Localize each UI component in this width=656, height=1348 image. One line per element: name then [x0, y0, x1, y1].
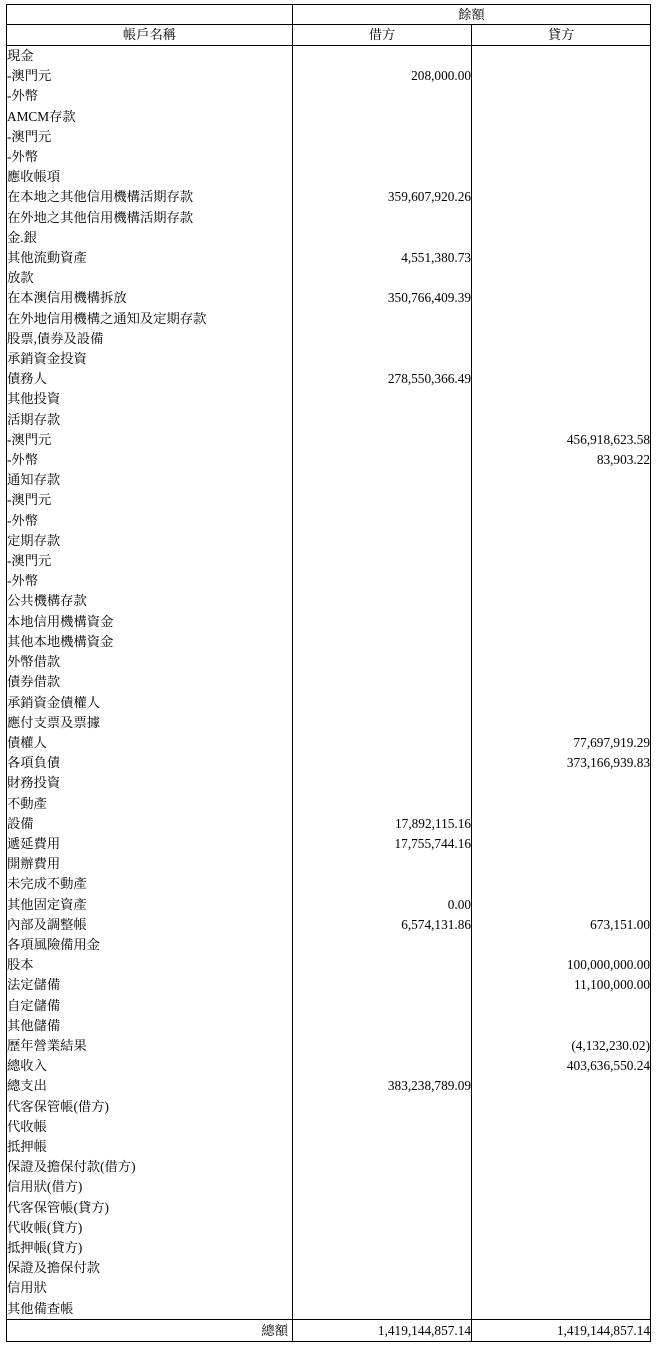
- trial-balance-table: [6, 4, 651, 1342]
- table-row: [7, 773, 651, 793]
- cell-debit: [293, 46, 472, 67]
- cell-account-name: -外幣: [7, 86, 293, 106]
- cell-debit: [293, 1137, 472, 1157]
- cell-credit: [472, 1157, 651, 1177]
- table-row: [7, 86, 651, 106]
- table-row: [7, 571, 651, 591]
- cell-debit: [293, 693, 472, 713]
- cell-account-name: -外幣: [7, 147, 293, 167]
- cell-credit: [472, 612, 651, 632]
- table-row: [7, 975, 651, 995]
- cell-debit: [293, 389, 472, 409]
- cell-credit: [472, 410, 651, 430]
- table-row: [7, 1076, 651, 1096]
- cell-credit: [472, 571, 651, 591]
- cell-debit: [293, 1198, 472, 1218]
- cell-account-name: 債權人: [7, 733, 293, 753]
- cell-credit: [472, 794, 651, 814]
- cell-account-name: -外幣: [7, 571, 293, 591]
- cell-account-name: -外幣: [7, 511, 293, 531]
- cell-credit: [472, 288, 651, 308]
- table-row: [7, 228, 651, 248]
- table-row: [7, 693, 651, 713]
- table-row: [7, 591, 651, 611]
- table-row: [7, 127, 651, 147]
- table-row: [7, 935, 651, 955]
- cell-credit: [472, 531, 651, 551]
- cell-account-name: 金.銀: [7, 228, 293, 248]
- cell-debit: [293, 309, 472, 329]
- cell-account-name: -澳門元: [7, 490, 293, 510]
- cell-credit: [472, 208, 651, 228]
- cell-debit: [293, 410, 472, 430]
- cell-account-name: 代收帳(貸方): [7, 1218, 293, 1238]
- cell-debit: [293, 975, 472, 995]
- cell-debit: [293, 208, 472, 228]
- table-row: [7, 1278, 651, 1298]
- cell-account-name: 其他本地機構資金: [7, 632, 293, 652]
- table-row: [7, 349, 651, 369]
- cell-account-name: 各項風險備用金: [7, 935, 293, 955]
- cell-debit: [293, 349, 472, 369]
- cell-credit: [472, 46, 651, 67]
- cell-debit: [293, 430, 472, 450]
- cell-account-name: 開辦費用: [7, 854, 293, 874]
- cell-credit: [472, 389, 651, 409]
- table-row: [7, 915, 651, 935]
- cell-account-name: 財務投資: [7, 773, 293, 793]
- table-row: [7, 713, 651, 733]
- cell-credit: [472, 834, 651, 854]
- cell-credit: [472, 66, 651, 86]
- table-row: [7, 248, 651, 268]
- cell-account-name: 債券借款: [7, 672, 293, 692]
- cell-debit: [293, 107, 472, 127]
- cell-debit: [293, 490, 472, 510]
- cell-credit: [472, 996, 651, 1016]
- cell-account-name: -澳門元: [7, 127, 293, 147]
- cell-account-name: 在本地之其他信用機構活期存款: [7, 187, 293, 207]
- cell-debit: [293, 1097, 472, 1117]
- cell-debit: [293, 996, 472, 1016]
- table-row: [7, 147, 651, 167]
- cell-credit: [472, 1177, 651, 1197]
- cell-debit: [293, 1258, 472, 1278]
- cell-credit: [472, 248, 651, 268]
- cell-account-name: 抵押帳: [7, 1137, 293, 1157]
- table-header: [7, 5, 651, 46]
- cell-debit: 17,755,744.16: [293, 834, 472, 854]
- cell-credit: 673,151.00: [590, 916, 650, 932]
- cell-credit: [472, 551, 651, 571]
- cell-credit: [472, 167, 651, 187]
- cell-debit: [293, 794, 472, 814]
- table-body: [7, 46, 651, 1320]
- table-row: [7, 66, 651, 86]
- cell-account-name: 法定儲備: [7, 975, 293, 995]
- cell-account-name: 不動產: [7, 794, 293, 814]
- total-credit: 1,419,144,857.14: [472, 1319, 651, 1341]
- cell-credit: [472, 895, 651, 915]
- cell-debit: [293, 1016, 472, 1036]
- cell-credit: [472, 490, 651, 510]
- cell-account-name: 股票,債券及設備: [7, 329, 293, 349]
- cell-debit: [293, 753, 472, 773]
- cell-account-name: 總支出: [7, 1076, 293, 1096]
- cell-account-name: 代客保管帳(貸方): [7, 1198, 293, 1218]
- cell-account-name: 在外地之其他信用機構活期存款: [7, 208, 293, 228]
- cell-credit: [472, 1076, 651, 1096]
- cell-debit: [293, 1238, 472, 1258]
- table-row: [7, 369, 651, 389]
- cell-credit: [472, 693, 651, 713]
- table-row: [7, 1218, 651, 1238]
- cell-debit: [293, 874, 472, 894]
- cell-credit: [472, 369, 651, 389]
- table-row: [7, 1177, 651, 1197]
- table-row: [7, 389, 651, 409]
- cell-credit: [472, 1299, 651, 1320]
- cell-account-name: 各項負債: [7, 753, 293, 773]
- cell-credit: [472, 329, 651, 349]
- cell-credit: [472, 1117, 651, 1137]
- table-row: [7, 410, 651, 430]
- cell-debit: [293, 672, 472, 692]
- table-row: [7, 430, 651, 450]
- cell-debit: [293, 1056, 472, 1076]
- table-row: [7, 672, 651, 692]
- cell-debit: [293, 268, 472, 288]
- table-row: [7, 794, 651, 814]
- cell-debit: 350,766,409.39: [293, 288, 472, 308]
- cell-account-name: -澳門元: [7, 66, 293, 86]
- cell-debit: [293, 86, 472, 106]
- header-account-name: 帳戶名稱: [7, 25, 293, 46]
- table-row: [7, 107, 651, 127]
- table-row: [7, 1036, 651, 1056]
- table-row: [7, 309, 651, 329]
- cell-debit: [293, 127, 472, 147]
- table-row: [7, 733, 651, 753]
- cell-account-name: 設備: [7, 814, 293, 834]
- cell-credit: [472, 511, 651, 531]
- cell-account-name: 活期存款: [7, 410, 293, 430]
- cell-account-name: 其他固定資產: [7, 895, 293, 915]
- cell-credit: [472, 187, 651, 207]
- cell-account-name: 其他儲備: [7, 1016, 293, 1036]
- cell-account-name: 遞延費用: [7, 834, 293, 854]
- table-row: [7, 511, 651, 531]
- cell-credit: [472, 268, 651, 288]
- table-row: [7, 551, 651, 571]
- header-debit: 借方: [293, 25, 472, 46]
- cell-debit: [293, 773, 472, 793]
- table-row: [7, 450, 651, 470]
- table-row: [7, 1299, 651, 1320]
- table-row: [7, 329, 651, 349]
- cell-credit: [472, 672, 651, 692]
- table-row: [7, 955, 651, 975]
- cell-account-name: -澳門元: [7, 430, 293, 450]
- cell-debit: [293, 1117, 472, 1137]
- cell-credit: [472, 1097, 651, 1117]
- cell-account-name: 信用狀: [7, 1278, 293, 1298]
- cell-debit: [293, 955, 472, 975]
- cell-debit: 6,574,131.86: [293, 915, 472, 935]
- cell-debit: 278,550,366.49: [293, 369, 472, 389]
- cell-debit: [293, 591, 472, 611]
- cell-debit: [293, 935, 472, 955]
- cell-account-name: 通知存款: [7, 470, 293, 490]
- cell-credit: [472, 147, 651, 167]
- cell-debit: [293, 612, 472, 632]
- cell-account-name: AMCM存款: [7, 107, 293, 127]
- table-row: [7, 268, 651, 288]
- table-row: [7, 652, 651, 672]
- cell-credit: [472, 470, 651, 490]
- cell-debit: [293, 531, 472, 551]
- cell-credit: [472, 1198, 651, 1218]
- cell-debit: [293, 470, 472, 490]
- table-row: [7, 895, 651, 915]
- table-row: [7, 1056, 651, 1076]
- table-row: [7, 187, 651, 207]
- cell-account-name: 自定儲備: [7, 996, 293, 1016]
- cell-debit: [293, 713, 472, 733]
- cell-debit: 0.00: [293, 895, 472, 915]
- cell-debit: [293, 652, 472, 672]
- cell-debit: 359,607,920.26: [293, 187, 472, 207]
- cell-account-name: 應付支票及票據: [7, 713, 293, 733]
- cell-credit: [472, 814, 651, 834]
- cell-account-name: 總收入: [7, 1056, 293, 1076]
- header-row-group: [7, 5, 651, 25]
- cell-account-name: 未完成不動產: [7, 874, 293, 894]
- cell-account-name: 承銷資金債權人: [7, 693, 293, 713]
- cell-account-name: 保證及擔保付款(借方): [7, 1157, 293, 1177]
- cell-debit: [293, 329, 472, 349]
- cell-credit: [472, 1137, 651, 1157]
- table-row: [7, 1117, 651, 1137]
- cell-credit: [472, 854, 651, 874]
- cell-account-name: 現金: [7, 46, 293, 67]
- table-row: [7, 46, 651, 67]
- table-row: [7, 470, 651, 490]
- total-label: 總額: [7, 1319, 293, 1341]
- cell-credit: [472, 632, 651, 652]
- cell-debit: 383,238,789.09: [293, 1076, 472, 1096]
- cell-credit: [472, 874, 651, 894]
- header-row-columns: [7, 25, 651, 46]
- table-row: [7, 834, 651, 854]
- cell-debit: [293, 147, 472, 167]
- cell-account-name: 內部及調整帳: [7, 915, 293, 935]
- cell-credit: 403,636,550.24: [566, 1058, 650, 1074]
- cell-account-name: 信用狀(借方): [7, 1177, 293, 1197]
- total-row: [7, 1319, 651, 1341]
- table-row: [7, 208, 651, 228]
- cell-account-name: 承銷資金投資: [7, 349, 293, 369]
- cell-credit: [472, 713, 651, 733]
- cell-account-name: -外幣: [7, 450, 293, 470]
- cell-account-name: 放款: [7, 268, 293, 288]
- cell-debit: [293, 632, 472, 652]
- table-row: [7, 1198, 651, 1218]
- cell-account-name: 抵押帳(貸方): [7, 1238, 293, 1258]
- cell-debit: [293, 1036, 472, 1056]
- cell-credit: [472, 349, 651, 369]
- cell-credit: [472, 1238, 651, 1258]
- cell-account-name: 歷年營業結果: [7, 1036, 293, 1056]
- cell-debit: [293, 450, 472, 470]
- cell-account-name: 代客保管帳(借方): [7, 1097, 293, 1117]
- table-footer: [7, 1319, 651, 1341]
- cell-account-name: 外幣借款: [7, 652, 293, 672]
- cell-account-name: -澳門元: [7, 551, 293, 571]
- cell-debit: [293, 733, 472, 753]
- cell-debit: [293, 167, 472, 187]
- cell-account-name: 在外地信用機構之通知及定期存款: [7, 309, 293, 329]
- cell-credit: [472, 107, 651, 127]
- cell-account-name: 在本澳信用機構拆放: [7, 288, 293, 308]
- table-row: [7, 1238, 651, 1258]
- cell-credit: 77,697,919.29: [573, 734, 650, 750]
- table-row: [7, 167, 651, 187]
- cell-account-name: 應收帳項: [7, 167, 293, 187]
- table-row: [7, 1016, 651, 1036]
- cell-account-name: 代收帳: [7, 1117, 293, 1137]
- cell-credit: 373,166,939.83: [566, 755, 650, 771]
- cell-account-name: 公共機構存款: [7, 591, 293, 611]
- cell-debit: 17,892,115.16: [293, 814, 472, 834]
- cell-credit: [472, 127, 651, 147]
- table-row: [7, 531, 651, 551]
- cell-credit: 11,100,000.00: [574, 977, 650, 993]
- cell-credit: 100,000,000.00: [566, 957, 650, 973]
- cell-account-name: 本地信用機構資金: [7, 612, 293, 632]
- cell-credit: [472, 1278, 651, 1298]
- cell-credit: [472, 86, 651, 106]
- cell-account-name: 定期存款: [7, 531, 293, 551]
- table-row: [7, 753, 651, 773]
- cell-debit: 4,551,380.73: [293, 248, 472, 268]
- cell-account-name: 保證及擔保付款: [7, 1258, 293, 1278]
- header-credit: 貸方: [472, 25, 651, 46]
- cell-credit: [472, 309, 651, 329]
- cell-account-name: 債務人: [7, 369, 293, 389]
- cell-account-name: 其他備查帳: [7, 1299, 293, 1320]
- cell-credit: [472, 773, 651, 793]
- cell-debit: 208,000.00: [293, 66, 472, 86]
- cell-credit: [472, 935, 651, 955]
- header-amount-group: 餘額: [293, 5, 651, 25]
- cell-credit: [472, 591, 651, 611]
- table-row: [7, 814, 651, 834]
- cell-debit: [293, 1177, 472, 1197]
- cell-debit: [293, 1278, 472, 1298]
- table-row: [7, 632, 651, 652]
- table-row: [7, 1137, 651, 1157]
- table-row: [7, 490, 651, 510]
- table-row: [7, 1097, 651, 1117]
- table-row: [7, 612, 651, 632]
- cell-account-name: 其他投資: [7, 389, 293, 409]
- cell-debit: [293, 1218, 472, 1238]
- cell-account-name: 其他流動資產: [7, 248, 293, 268]
- cell-credit: [472, 1016, 651, 1036]
- total-debit: 1,419,144,857.14: [293, 1319, 472, 1341]
- cell-credit: [472, 1218, 651, 1238]
- cell-debit: [293, 511, 472, 531]
- cell-debit: [293, 551, 472, 571]
- cell-debit: [293, 1157, 472, 1177]
- table-row: [7, 874, 651, 894]
- table-row: [7, 1157, 651, 1177]
- cell-debit: [293, 1299, 472, 1320]
- cell-account-name: 股本: [7, 955, 293, 975]
- cell-credit: 83,903.22: [596, 452, 650, 468]
- cell-credit: [472, 228, 651, 248]
- table-row: [7, 288, 651, 308]
- cell-credit: (4,132,230.02): [571, 1037, 650, 1053]
- cell-credit: [472, 1258, 651, 1278]
- table-row: [7, 996, 651, 1016]
- cell-debit: [293, 228, 472, 248]
- header-spacer: [7, 5, 293, 25]
- cell-debit: [293, 571, 472, 591]
- cell-credit: 456,918,623.58: [566, 431, 650, 447]
- cell-credit: [472, 652, 651, 672]
- table-row: [7, 1258, 651, 1278]
- cell-debit: [293, 854, 472, 874]
- table-row: [7, 854, 651, 874]
